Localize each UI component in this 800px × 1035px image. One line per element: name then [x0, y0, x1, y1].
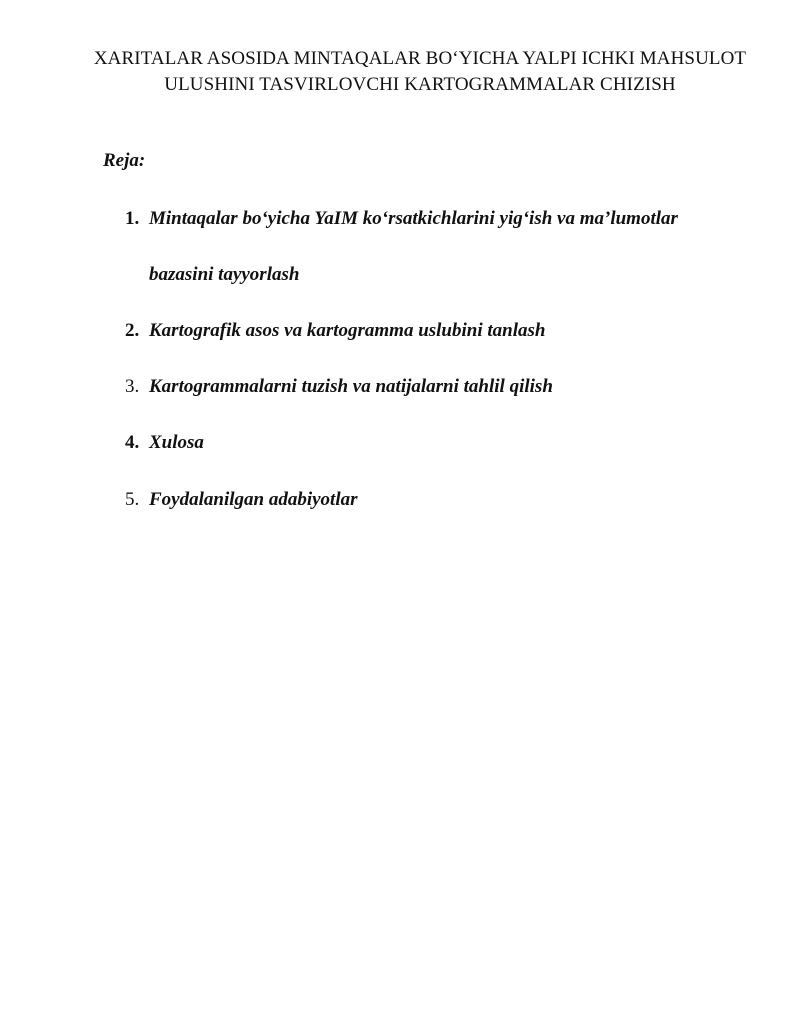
title-line-2: ULUSHINI TASVIRLOVCHI KARTOGRAMMALAR CHIZISH	[164, 74, 676, 95]
plan-item-number: 1.	[125, 208, 140, 229]
plan-item-number: 2.	[125, 320, 140, 341]
plan-item-number: 3.	[125, 376, 140, 397]
document-title	[60, 46, 780, 98]
plan-item-text: Kartografik asos va kartogramma uslubini tanlash	[149, 320, 546, 341]
plan-item-text: Kartogrammalarni tuzish va natijalarni tahlil qilish	[149, 376, 553, 397]
plan-item-number: 5.	[125, 489, 140, 510]
plan-item-text: Foydalanilgan adabiyotlar	[149, 489, 358, 510]
plan-heading: Reja:	[103, 150, 146, 171]
title-line-1: XARITALAR ASOSIDA MINTAQALAR BO‘YICHA YALPI ICHKI MAHSULOT	[93, 48, 747, 69]
plan-item-number: 4.	[125, 432, 140, 453]
plan-item-text: Mintaqalar bo‘yicha YaIM ko‘rsatkichlarini yig‘ish va ma’lumotlar	[149, 208, 678, 229]
plan-item-text: Xulosa	[149, 432, 204, 453]
plan-item-text-continuation: bazasini tayyorlash	[149, 264, 300, 285]
